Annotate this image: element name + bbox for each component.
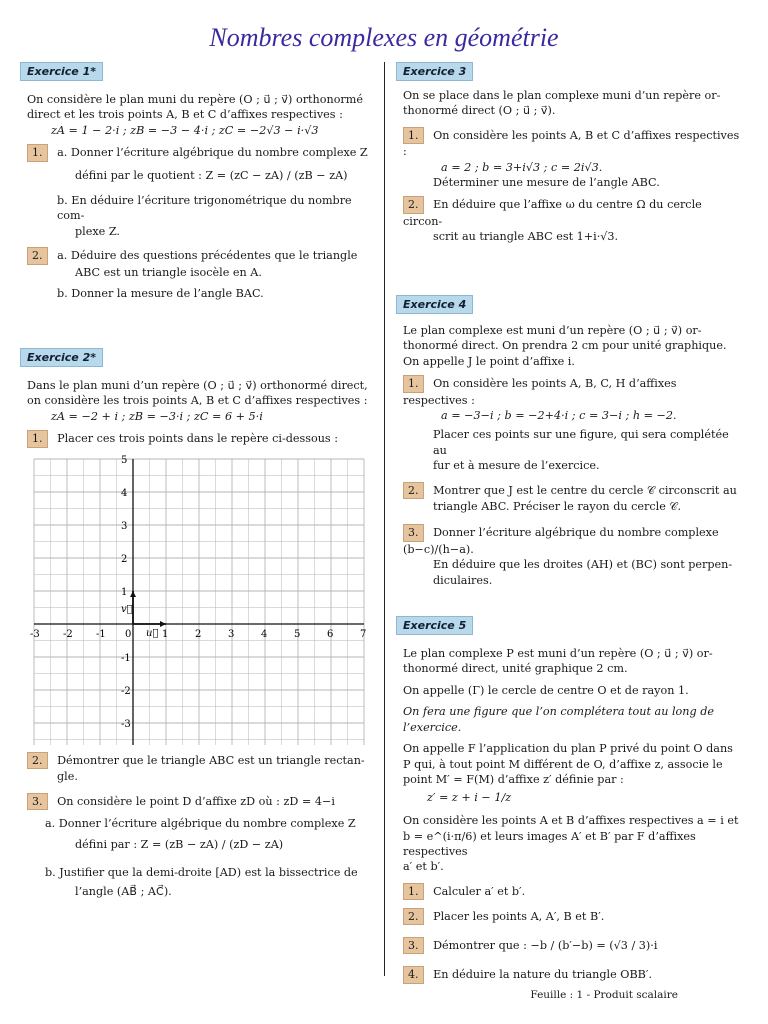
y-tick-label: 2 [121, 554, 128, 565]
x-tick-label: 1 [162, 629, 169, 640]
ex3-question-2 [403, 196, 743, 229]
x-tick-label: 7 [360, 629, 367, 640]
x-tick-label: 4 [261, 629, 268, 640]
ex5-points-line2: b = e^(i·π/6) et leurs images A′ et B′ par F d’affixes respectives [403, 829, 696, 858]
column-divider [384, 62, 385, 976]
question-number: 1. [27, 430, 48, 447]
exercise-2-body [27, 378, 372, 448]
ex3-q1-text: On considère les points A, B et C d’affixes respectives : [403, 128, 740, 159]
exercise-1-body [27, 92, 372, 301]
ex1-intro-1: On considère le plan muni du repère (O ; u⃗ ; v⃗) orthonormé [27, 93, 364, 106]
question-number: 1. [27, 144, 48, 161]
ex4-question-2 [403, 482, 743, 499]
y-tick-label: 4 [121, 488, 128, 499]
page-footer: Feuille : 1 - Produit scalaire [530, 989, 678, 1001]
ex5-def-line1: On appelle F l’application du plan P privé du point O dans [403, 742, 733, 756]
ex1-q2a-line2: ABC est un triangle isocèle en A. [75, 265, 262, 279]
ex1-q1b-line2: plexe Z. [75, 224, 120, 238]
v-arrowhead [130, 591, 136, 597]
exercise-5-body [403, 646, 743, 984]
ex2-q3a-line1: a. Donner l’écriture algébrique du nombre complexe Z [45, 816, 356, 830]
ex5-q3-text: Démontrer que : −b / (b′−b) = (√3 / 3)·i [433, 939, 658, 953]
ex2-intro-1: Dans le plan muni d’un repère (O ; u⃗ ; v⃗) orthonormé direct, [27, 379, 368, 392]
ex2-q3a-line2: défini par : Z = (zB − zA) / (zD − zA) [75, 838, 284, 852]
ex2-q2-line1: Démontrer que le triangle ABC est un triangle rectan- [57, 754, 365, 767]
ex5-intro-3: On appelle (Γ) le cercle de centre O et de rayon 1. [403, 683, 689, 697]
ex1-q2b: b. Donner la mesure de l’angle BAC. [57, 286, 264, 300]
ex3-intro-1: On se place dans le plan complexe muni d’un repère or- [403, 89, 721, 102]
ex3-q1-determine: Déterminer une mesure de l’angle ABC. [433, 175, 660, 189]
ex4-intro-2: thonormé direct. On prendra 2 cm pour unité graphique. [403, 339, 727, 353]
ex5-intro-1: Le plan complexe P est muni d’un repère (O ; u⃗ ; v⃗) or- [403, 647, 713, 660]
ex4-q3-line2: En déduire que les droites (AH) et (BC) sont perpen- [433, 558, 733, 572]
exercise-2-label: Exercice 2* [20, 348, 103, 367]
grid-lines [34, 459, 367, 745]
exercise-3-body [403, 88, 743, 245]
y-tick-label: 3 [121, 521, 128, 532]
x-tick-label: -2 [63, 629, 73, 640]
ex3-question-1 [403, 127, 743, 160]
ex5-question-4 [403, 966, 743, 983]
ex3-intro-2: thonormé direct (O ; u⃗ ; v⃗). [403, 104, 556, 118]
ex4-intro-3: On appelle J le point d’affixe i. [403, 354, 575, 368]
question-number: 3. [27, 793, 48, 810]
ex3-q2-line2: scrit au triangle ABC est 1+i·√3. [433, 230, 619, 244]
ex1-affixes: zA = 1 − 2·i ; zB = −3 − 4·i ; zC = −2√3 − i·√3 [51, 123, 319, 137]
question-number: 2. [27, 247, 48, 264]
ex5-intro-2: thonormé direct, unité graphique 2 cm. [403, 662, 628, 676]
ex4-q3-line3: diculaires. [433, 573, 493, 587]
question-number: 1. [403, 127, 424, 144]
ex5-question-1 [403, 883, 743, 900]
ex2-q1-text: Placer ces trois points dans le repère ci-dessous : [57, 432, 339, 446]
ex2-question-3 [27, 793, 372, 810]
ex5-def-formula: z′ = z + i − 1/z [427, 790, 512, 804]
question-number: 2. [403, 196, 424, 213]
ex1-q1a-line2: défini par le quotient : Z = (zC − zA) / (zB − zA) [75, 168, 348, 182]
ex1-question-1 [27, 144, 372, 161]
ex5-question-3 [403, 937, 743, 954]
ex1-q1a-line1: a. Donner l’écriture algébrique du nombre complexe Z [57, 146, 368, 160]
ex2-q2-line2: gle. [57, 770, 78, 784]
ex4-q2-line1: Montrer que J est le centre du cercle 𝒞 circonscrit au [433, 483, 737, 497]
u-arrowhead [160, 621, 166, 627]
ex2-intro-2: on considère les trois points A, B et C d’affixes respectives : [27, 394, 368, 408]
y-tick-label: 5 [121, 455, 128, 466]
ex3-q2-line1: En déduire que l’affixe ω du centre Ω du cercle circon- [403, 198, 702, 228]
question-number: 2. [403, 908, 424, 925]
ex3-q1-values: a = 2 ; b = 3+i√3 ; c = 2i√3. [441, 160, 603, 174]
exercise-2-body-continued [27, 752, 372, 900]
ex4-q3-line1: Donner l’écriture algébrique du nombre complexe (b−c)/(h−a). [403, 526, 719, 556]
ex1-q2a-line1: a. Déduire des questions précédentes que le triangle [57, 249, 358, 263]
ex4-q1-place-line2: fur et à mesure de l’exercice. [433, 459, 600, 473]
y-tick-label: -2 [121, 686, 131, 697]
x-tick-label: 6 [327, 629, 334, 640]
ex5-q4-text: En déduire la nature du triangle OBB′. [433, 968, 652, 982]
ex2-question-1 [27, 430, 372, 447]
ex5-points-line1: On considère les points A et B d’affixes respectives a = i et [403, 814, 739, 828]
x-tick-label: -1 [96, 629, 106, 640]
exercise-5-label: Exercice 5 [396, 616, 473, 635]
y-tick-label: -1 [121, 653, 131, 664]
ex1-q1b-line1: b. En déduire l’écriture trigonométrique du nombre com- [57, 193, 352, 223]
ex1-question-2 [27, 247, 372, 264]
ex5-q2-text: Placer les points A, A′, B et B′. [433, 910, 605, 924]
question-number: 4. [403, 966, 424, 983]
ex4-q2-line2: triangle ABC. Préciser le rayon du cercle 𝒞. [433, 499, 682, 513]
ex1-intro-2: direct et les trois points A, B et C d’affixes respectives : [27, 108, 343, 122]
ex5-points-line3: a′ et b′. [403, 860, 444, 874]
ex2-q3b-line2: l’angle (AB⃗ ; AC⃗). [75, 885, 172, 899]
ex5-italic-line1: On fera une figure que l’on complétera tout au long de [403, 705, 714, 719]
exercise-4-label: Exercice 4 [396, 295, 473, 314]
coordinate-grid [30, 455, 370, 745]
ex2-q3-text: On considère le point D d’affixe zD où : zD = 4−i [57, 794, 335, 808]
ex4-q1-text: On considère les points A, B, C, H d’affixes respectives : [403, 377, 677, 407]
ex5-q1-text: Calculer a′ et b′. [433, 884, 526, 898]
question-number: 2. [27, 752, 48, 769]
exercise-4-body [403, 323, 743, 588]
ex4-q1-place-line1: Placer ces points sur une figure, qui sera complétée au [433, 428, 729, 457]
u-label: u⃗ [146, 628, 159, 639]
ex4-question-3 [403, 524, 743, 557]
exercise-1-label: Exercice 1* [20, 62, 103, 81]
x-tick-label: 0 [125, 629, 132, 640]
question-number: 2. [403, 482, 424, 499]
ex5-italic-line2: l’exercice. [403, 720, 462, 734]
question-number: 3. [403, 524, 424, 541]
ex5-def-line3: point M′ = F(M) d’affixe z′ définie par : [403, 773, 624, 787]
x-tick-label: 2 [195, 629, 202, 640]
exercise-3-label: Exercice 3 [396, 62, 473, 81]
ex5-def-line2: P qui, à tout point M différent de O, d’affixe z, associe le [403, 757, 723, 771]
ex2-q3b-line1: b. Justifier que la demi-droite [AD) est la bissectrice de [45, 865, 358, 879]
y-tick-label: 1 [121, 587, 128, 598]
y-tick-label: -3 [121, 719, 131, 730]
grid-tick-labels [30, 455, 366, 745]
question-number: 1. [403, 375, 424, 392]
x-tick-label: 5 [294, 629, 301, 640]
ex4-intro-1: Le plan complexe est muni d’un repère (O ; u⃗ ; v⃗) or- [403, 324, 702, 337]
ex2-question-2 [27, 752, 372, 769]
ex2-affixes: zA = −2 + i ; zB = −3·i ; zC = 6 + 5·i [51, 409, 263, 423]
question-number: 1. [403, 883, 424, 900]
x-tick-label: 3 [228, 629, 235, 640]
page-title: Nombres complexes en géométrie [209, 23, 559, 52]
ex4-question-1 [403, 375, 743, 408]
x-tick-label: -3 [30, 629, 40, 640]
ex4-q1-values: a = −3−i ; b = −2+4·i ; c = 3−i ; h = −2. [441, 408, 677, 422]
question-number: 3. [403, 937, 424, 954]
ex5-question-2 [403, 908, 743, 925]
v-label: v⃗ [121, 604, 133, 615]
